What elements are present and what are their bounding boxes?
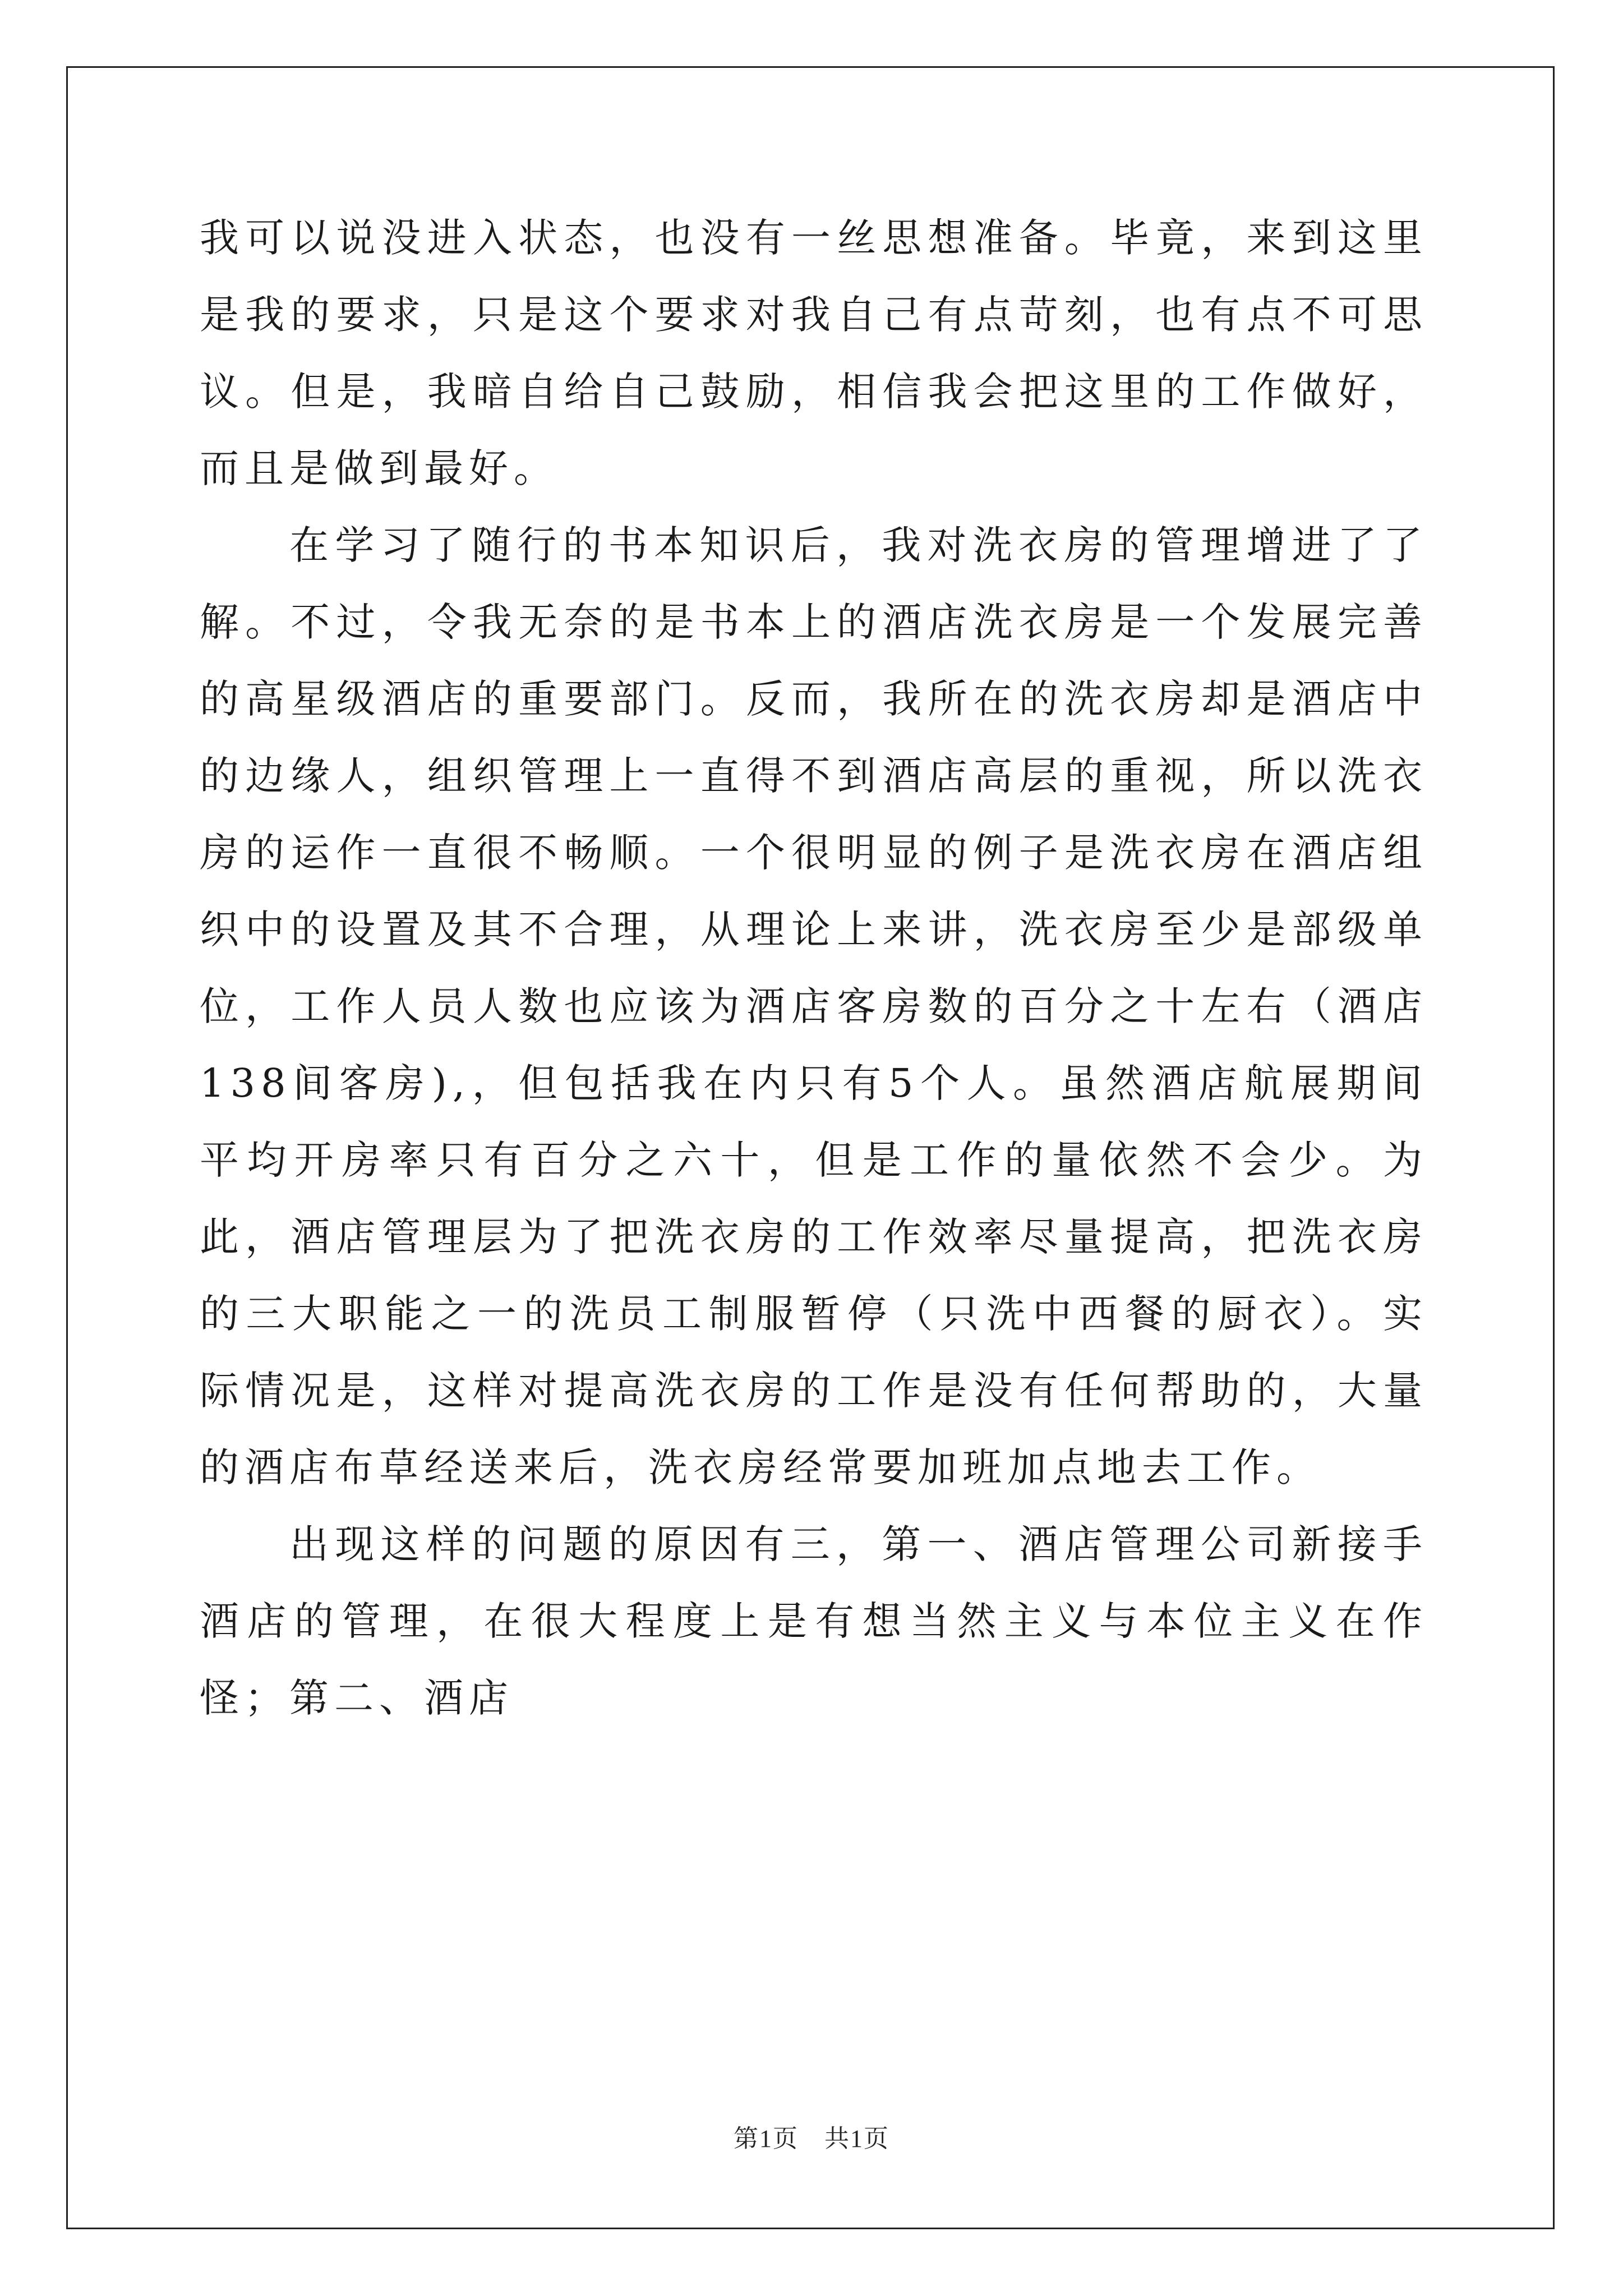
document-body	[200, 200, 1428, 1737]
paragraph-3: 出现这样的问题的原因有三，第一、酒店管理公司新接手酒店的管理，在很大程度上是有想当然主义与本位主义在作怪；第二、酒店	[200, 1521, 1428, 1721]
page-footer: 第1页 共1页	[734, 2125, 889, 2152]
paragraph-1: 我可以说没进入状态，也没有一丝思想准备。毕竟，来到这里是我的要求，只是这个要求对我自己有点苛刻，也有点不可思议。但是，我暗自给自己鼓励，相信我会把这里的工作做好，而且是做到最好。	[200, 215, 1428, 491]
paragraph-2: 在学习了随行的书本知识后，我对洗衣房的管理增进了了解。不过，令我无奈的是书本上的酒店洗衣房是一个发展完善的高星级酒店的重要部门。反而，我所在的洗衣房却是酒店中的边缘人，组织管理上一直得不到酒店高层的重视，所以洗衣房的运作一直很不畅顺。一个很明显的例子是洗衣房在酒店组织中的设置及其不合理，从理论上来讲，洗衣房至少是部级单位，工作人员人数也应该为酒店客房数的百分之十左右（酒店138间客房),，但包括我在内只有5个人。虽然酒店航展期间平均开房率只有百分之六十，但是工作的量依然不会少。为此，酒店管理层为了把洗衣房的工作效率尽量提高，把洗衣房的三大职能之一的洗员工制服暂停（只洗中西餐的厨衣）。实际情况是，这样对提高洗衣房的工作是没有任何帮助的，大量的酒店布草经送来后，洗衣房经常要加班加点地去工作。	[200, 522, 1428, 1490]
